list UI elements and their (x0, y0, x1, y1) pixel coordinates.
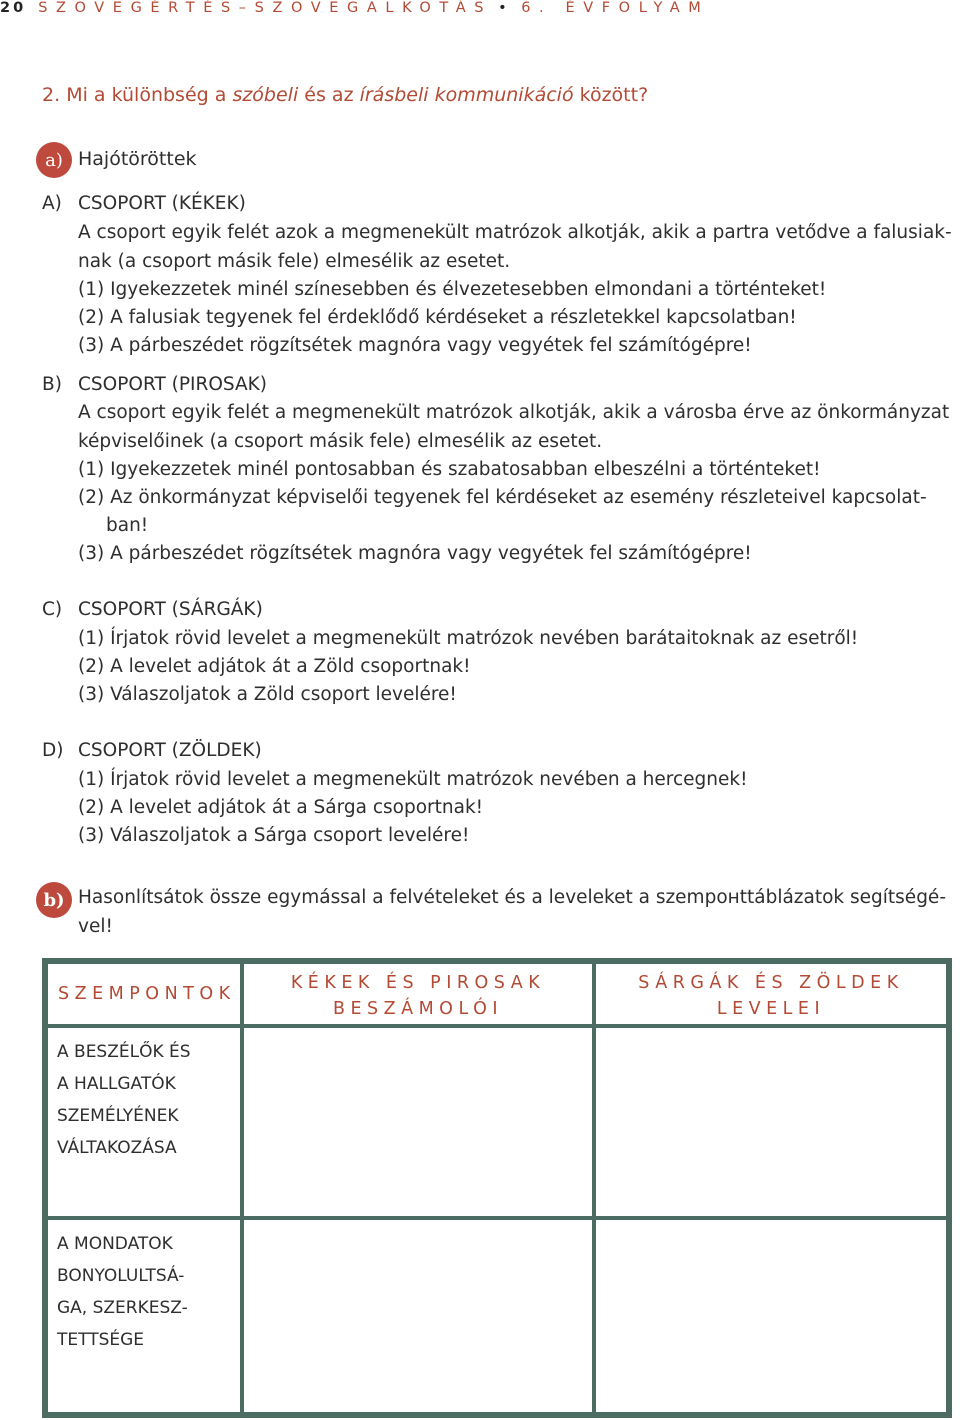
group-a-item-2: (2) A falusiak tegyenek fel érdeklődő kérdéseket a részletekkel kapcsolatban! (78, 307, 797, 328)
group-c-item-1: (1) Írjatok rövid levelet a megmenekült matrózok nevében barátaitoknak az esetről! (78, 628, 859, 649)
group-a-intro-line1: A csoport egyik felét azok a megmenekült matrózok alkotják, akik a partra vetődve a falusiak- (78, 222, 952, 243)
group-b-item-2-cont: ban! (106, 515, 149, 536)
table-header-criteria (48, 964, 240, 1024)
table-header-reports-line2: BESZÁMOLÓI (332, 999, 504, 1019)
question-italic-2: írásbeli kommunikáció (359, 84, 574, 106)
part-b-badge: b) (36, 882, 72, 918)
table-header-letters-line2: LEVELEI (716, 999, 826, 1019)
group-c-name: CSOPORT (SÁRGÁK) (78, 599, 263, 620)
row1-line2: A HALLGATÓK (57, 1074, 176, 1094)
part-a-title: Hajótöröttek (78, 148, 197, 170)
group-c-label: C) (42, 599, 63, 620)
table-row-1-label (48, 1028, 240, 1216)
running-title: SZÖVEGÉRTÉS–SZÖVEGALKOTÁS (38, 0, 493, 16)
row1-line1: A BESZÉLŐK ÉS (57, 1042, 191, 1062)
table-row-1-reports-cell[interactable] (244, 1028, 592, 1216)
group-d-label: D) (42, 740, 64, 761)
table-header-letters-line1: SÁRGÁK ÉS ZÖLDEK (638, 973, 904, 993)
group-b-item-1: (1) Igyekezzetek minél pontosabban és szabatosabban elbeszélni a történteket! (78, 459, 821, 480)
question-text-2: és az (304, 84, 354, 106)
row2-line2: BONYOLULTSÁ- (57, 1266, 185, 1286)
page-header (0, 0, 709, 16)
row2-line1: A MONDATOK (57, 1234, 173, 1254)
row2-line3: GA, SZERKESZ- (57, 1298, 188, 1318)
part-a-badge: a) (36, 142, 72, 178)
question-italic-1: szóbeli (232, 84, 299, 106)
table-row-2-label (48, 1220, 240, 1412)
header-bullet: • (498, 0, 516, 16)
row1-line4: VÁLTAKOZÁSA (57, 1138, 177, 1158)
group-c-item-3: (3) Válaszoljatok a Zöld csoport levelére! (78, 684, 457, 705)
table-row-2-reports-cell[interactable] (244, 1220, 592, 1412)
group-b-item-3: (3) A párbeszédet rögzítsétek magnóra vagy vegyétek fel számítógépre! (78, 543, 752, 564)
criteria-table (42, 958, 952, 1418)
table-header-reports (244, 964, 592, 1024)
group-b-intro-line1: A csoport egyik felét a megmenekült matrózok alkotják, akik a városba érve az önkormányzat (78, 402, 950, 423)
table-header-letters (596, 964, 946, 1024)
page-number: 20 (0, 0, 27, 16)
part-b-line2: vel! (78, 916, 113, 937)
group-a-item-3: (3) A párbeszédet rögzítsétek magnóra vagy vegyétek fel számítógépre! (78, 335, 752, 356)
group-a-name: CSOPORT (KÉKEK) (78, 193, 246, 214)
table-header-reports-line1: KÉKEK ÉS PIROSAK (290, 973, 546, 993)
group-d-item-3: (3) Válaszoljatok a Sárga csoport levelére! (78, 825, 470, 846)
part-b-line1: Hasonlítsátok össze egymással a felvételeket és a leveleket a szempонttáblázatok segítségé- (78, 887, 946, 908)
group-c-item-2: (2) A levelet adjátok át a Zöld csoportnak! (78, 656, 471, 677)
row2-line4: TETTSÉGE (57, 1330, 145, 1350)
table-header-criteria-text: SZEMPONTOK (58, 984, 236, 1004)
question-title (42, 84, 648, 106)
group-a-item-1: (1) Igyekezzetek minél színesebben és élvezetesebben elmondani a történteket! (78, 279, 827, 300)
group-b-item-2: (2) Az önkormányzat képviselői tegyenek fel kérdéseket az esemény részleteivel kapcsolat- (78, 487, 927, 508)
row1-line3: SZEMÉLYÉNEK (57, 1106, 179, 1126)
question-text-1: Mi a különbség a (66, 84, 227, 106)
group-b-name: CSOPORT (PIROSAK) (78, 374, 267, 395)
group-a-label: A) (42, 193, 62, 214)
grade-label: 6. ÉVFOLYAM (521, 0, 710, 16)
group-d-name: CSOPORT (ZÖLDEK) (78, 740, 262, 761)
table-row-1-letters-cell[interactable] (596, 1028, 946, 1216)
table-row-2-letters-cell[interactable] (596, 1220, 946, 1412)
group-d-item-2: (2) A levelet adjátok át a Sárga csoportnak! (78, 797, 484, 818)
group-b-intro-line2: képviselőinek (a csoport másik fele) elmesélik az esetet. (78, 431, 603, 452)
question-text-3: között? (579, 84, 649, 106)
group-b-label: B) (42, 374, 62, 395)
question-number: 2. (42, 84, 61, 106)
group-d-item-1: (1) Írjatok rövid levelet a megmenekült matrózok nevében a hercegnek! (78, 769, 748, 790)
group-a-intro-line2: nak (a csoport másik fele) elmesélik az esetet. (78, 251, 511, 272)
